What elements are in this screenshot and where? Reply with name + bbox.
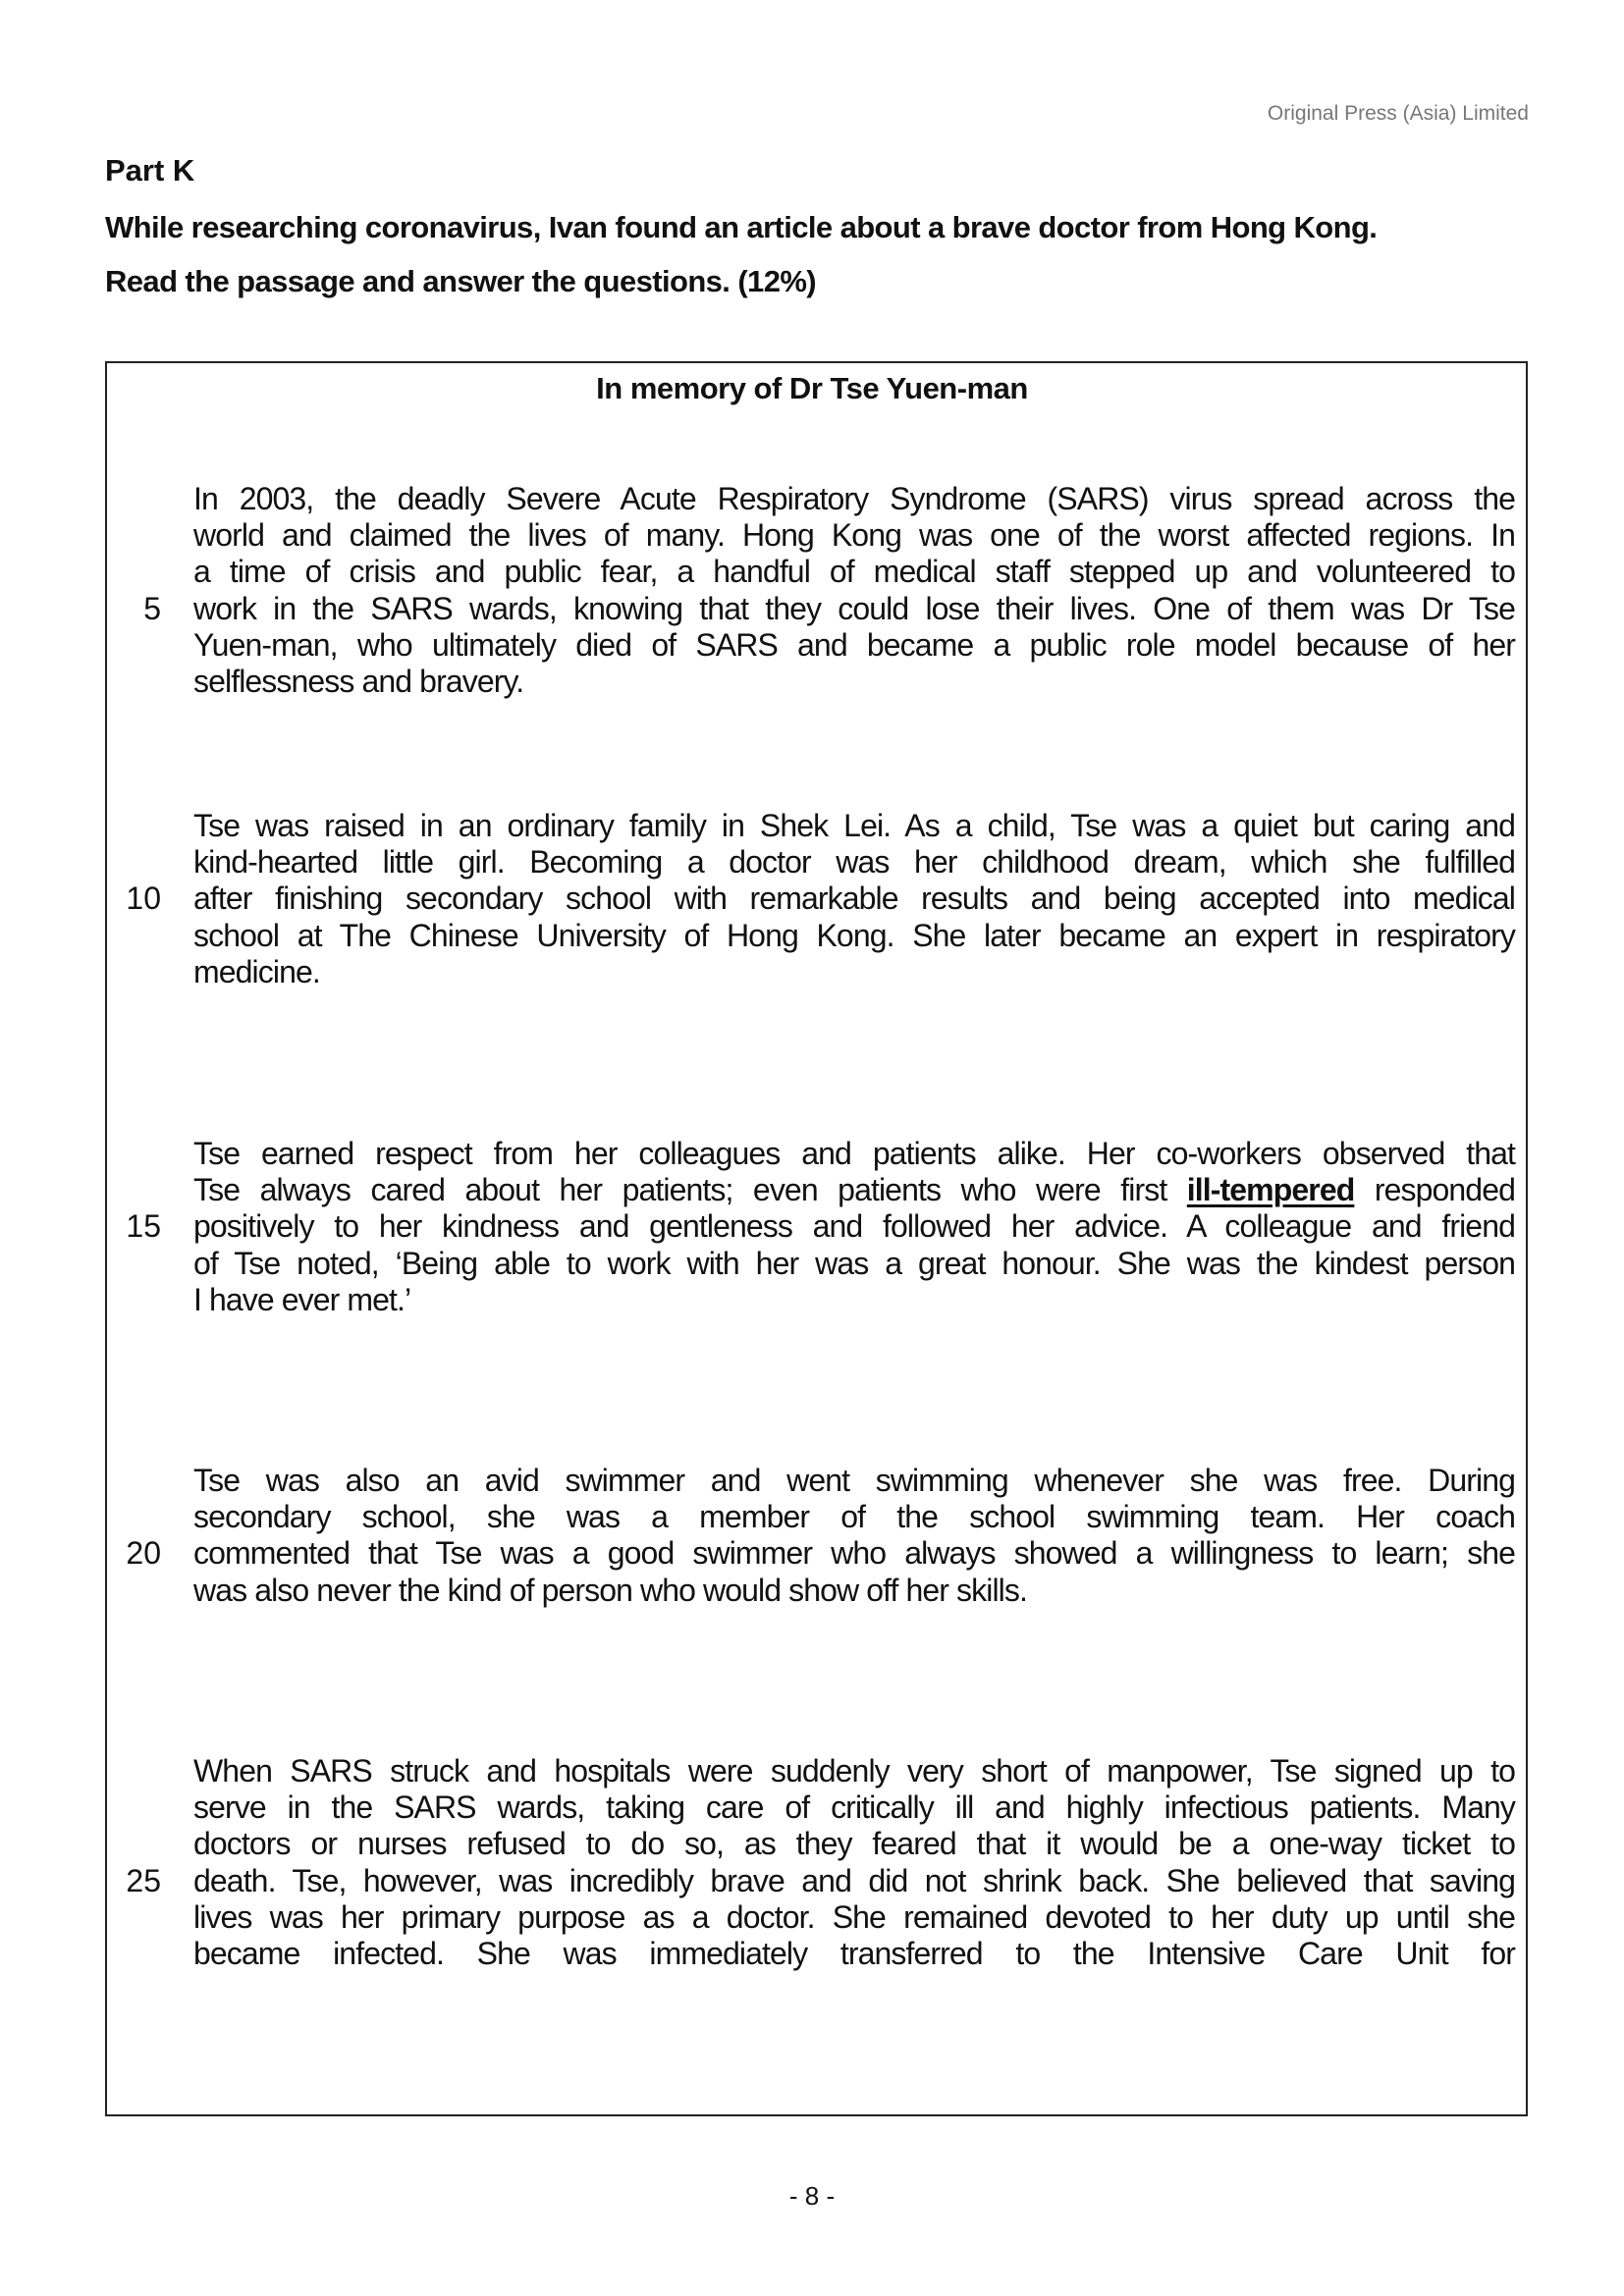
passage-line: secondary school, she was a member of the school swimming team. Her coach <box>193 1499 1515 1535</box>
passage-line: commented that Tse was a good swimmer who always showed a willingness to learn; she <box>193 1535 1515 1572</box>
passage-line: In 2003, the deadly Severe Acute Respiratory Syndrome (SARS) virus spread across the <box>193 481 1515 516</box>
line-number: 10 <box>126 881 161 917</box>
passage-line: selflessness and bravery. <box>193 664 524 699</box>
passage-line: positively to her kindness and gentleness and followed her advice. A colleague and friend <box>193 1208 1515 1245</box>
passage-line: lives was her primary purpose as a doctor. She remained devoted to her duty up until she <box>193 1898 1515 1935</box>
passage-line <box>193 1170 1515 1209</box>
passage-line: Tse was also an avid swimmer and went swimming whenever she was free. During <box>193 1463 1515 1498</box>
instruction-line: Read the passage and answer the questions. (12%) <box>105 264 817 298</box>
passage-line: world and claimed the lives of many. Hong Kong was one of the worst affected regions. In <box>193 517 1515 554</box>
passage-line: Yuen-man, who ultimately died of SARS and became a public role model because of her <box>193 626 1515 663</box>
passage-line: after finishing secondary school with remarkable results and being accepted into medical <box>193 881 1515 917</box>
passage-line: work in the SARS wards, knowing that they could lose their lives. One of them was Dr Tse <box>193 590 1515 626</box>
publisher-header: Original Press (Asia) Limited <box>1267 102 1529 125</box>
passage-line: medicine. <box>193 953 320 989</box>
passage-line: kind-hearted little girl. Becoming a doctor was her childhood dream, which she fulfilled <box>193 844 1515 881</box>
line-number: 25 <box>126 1862 161 1898</box>
passage-line: serve in the SARS wards, taking care of critically ill and highly infectious patients. Many <box>193 1789 1515 1826</box>
passage-line: doctors or nurses refused to do so, as they feared that it would be a one-way ticket to <box>193 1826 1515 1862</box>
line-number: 15 <box>126 1208 161 1245</box>
passage-text: responded <box>1354 1172 1515 1208</box>
passage-line: of Tse noted, ‘Being able to work with her was a great honour. She was the kindest person <box>193 1245 1515 1281</box>
highlighted-vocabulary-word: ill-tempered <box>1186 1172 1355 1208</box>
passage-line: was also never the kind of person who would show off her skills. <box>193 1572 1027 1608</box>
passage-line: When SARS struck and hospitals were suddenly very short of manpower, Tse signed up to <box>193 1753 1515 1789</box>
passage-line: Tse was raised in an ordinary family in Shek Lei. As a child, Tse was a quiet but caring and <box>193 808 1515 843</box>
passage-text: Tse always cared about her patients; even patients who were first <box>193 1172 1187 1208</box>
passage-line: became infected. She was immediately transferred to the Intensive Care Unit for <box>193 1936 1515 1971</box>
instruction-line: While researching coronavirus, Ivan found an article about a brave doctor from Hong Kong. <box>105 210 1378 244</box>
passage-line: death. Tse, however, was incredibly brave and did not shrink back. She believed that saving <box>193 1862 1515 1898</box>
part-title: Part K <box>105 153 195 187</box>
passage-line: a time of crisis and public fear, a handful of medical staff stepped up and volunteered to <box>193 554 1515 590</box>
line-number: 5 <box>143 590 161 626</box>
line-number: 20 <box>126 1535 161 1572</box>
page-number: - 8 - <box>788 2181 836 2211</box>
passage-title: In memory of Dr Tse Yuen-man <box>596 371 1028 405</box>
passage-line: I have ever met.’ <box>193 1281 411 1317</box>
passage-line: Tse earned respect from her colleagues and patients alike. Her co-workers observed that <box>193 1136 1515 1171</box>
passage-line: school at The Chinese University of Hong Kong. She later became an expert in respiratory <box>193 917 1515 953</box>
